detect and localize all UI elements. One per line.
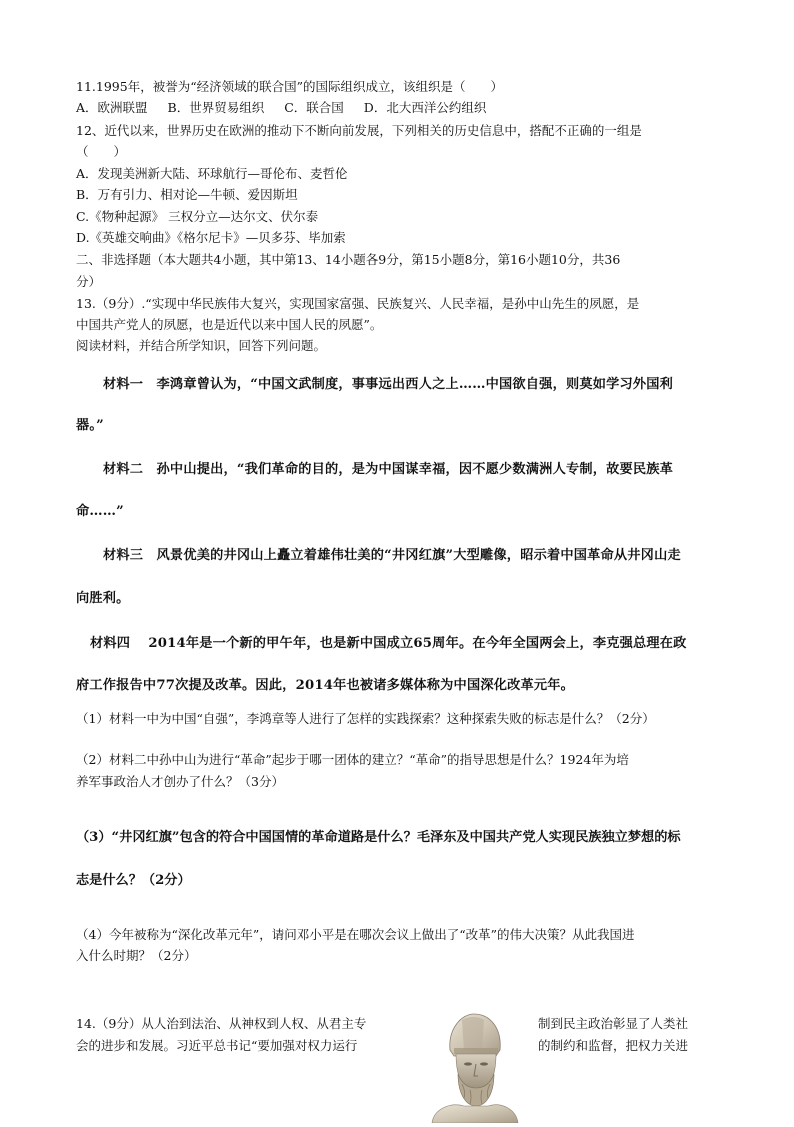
- q13-intro-line2: 中国共产党人的夙愿，也是近代以来中国人民的夙愿”。: [76, 317, 383, 332]
- q12-option-a: A．发现美洲新大陆、环球航行—哥伦布、麦哲伦: [76, 166, 348, 181]
- material-3-line2: 向胜利。: [76, 591, 130, 606]
- q12-option-c: C.《物种起源》 三权分立—达尔文、伏尔泰: [76, 209, 319, 224]
- section2-heading-line2: 分）: [76, 274, 102, 289]
- material-2-line2: 命……”: [76, 504, 124, 519]
- q11-options: [76, 100, 506, 116]
- material-1-line1: 材料一 李鸿章曾认为，“中国文武制度，事事远出西人之上……中国欲自强，则莫如学习外国利: [103, 377, 674, 392]
- q13-instruction: 阅读材料，并结合所学知识，回答下列问题。: [76, 338, 327, 353]
- q11-stem: 11.1995年，被誉为“经济领域的联合国”的国际组织成立，该组织是（ ）: [76, 79, 503, 94]
- q13-sub1: （1）材料一中为中国“自强”，李鸿章等人进行了怎样的实践探索？这种探索失败的标志是什么？（2分）: [76, 711, 655, 726]
- q14-line2-left: 会的进步和发展。习近平总书记“要加强对权力运行: [76, 1038, 358, 1053]
- q11-option-c: C．联合国: [284, 100, 344, 115]
- q13-sub4-line1: （4）今年被称为“深化改革元年”，请问邓小平是在哪次会议上做出了“改革”的伟大决策？从此我国进: [76, 927, 635, 942]
- material-3-line1: 材料三 风景优美的井冈山上矗立着雄伟壮美的“井冈红旗”大型雕像，昭示着中国革命从井冈山走: [103, 548, 681, 563]
- pericles-bust-image: [412, 1010, 530, 1123]
- material-2-line1: 材料二 孙中山提出，“我们革命的目的，是为中国谋幸福，因不愿少数满洲人专制，故要民族革: [103, 462, 674, 477]
- q13-sub3-line2: 志是什么？（2分）: [76, 873, 191, 888]
- material-1-line2: 器。”: [76, 418, 104, 433]
- q14-line1-left: 14.（9分）从人治到法治、从神权到人权、从君主专: [76, 1016, 367, 1031]
- q12-option-d: D.《英雄交响曲》《格尔尼卡》—贝多芬、毕加索: [76, 230, 346, 245]
- q12-option-b: B．万有引力、相对论—牛顿、爱因斯坦: [76, 187, 298, 202]
- material-4-line1: 材料四 2014年是一个新的甲午年，也是新中国成立65周年。在今年全国两会上，李克强总理在政: [90, 636, 687, 651]
- q11-option-a: A．欧洲联盟: [76, 100, 148, 115]
- q12-stem-line1: 12、近代以来，世界历史在欧洲的推动下不断向前发展，下列相关的历史信息中，搭配不正确的一组是: [76, 123, 642, 138]
- q13-sub3-line1: （3）“井冈红旗”包含的符合中国国情的革命道路是什么？毛泽东及中国共产党人实现民族独立梦想的标: [76, 830, 681, 845]
- q11-option-d: D．北大西洋公约组织: [363, 100, 487, 115]
- q12-stem-line2: （ ）: [76, 144, 127, 159]
- q13-sub2-line2: 养军事政治人才创办了什么？（3分）: [76, 774, 284, 789]
- q13-intro-line1: 13.（9分）.“实现中华民族伟大复兴，实现国家富强、民族复兴、人民幸福，是孙中山先生的夙愿，是: [76, 296, 640, 311]
- q11-option-b: B．世界贸易组织: [167, 100, 265, 115]
- material-4-line2: 府工作报告中77次提及改革。因此，2014年也被诸多媒体称为中国深化改革元年。: [76, 678, 575, 693]
- section2-heading-line1: 二、非选择题（本大题共4小题，其中第13、14小题各9分，第15小题8分，第16小题10分，共36: [76, 252, 621, 267]
- q13-sub4-line2: 入什么时期？（2分）: [76, 948, 197, 963]
- pericles-bust-icon: [412, 1010, 530, 1123]
- q14-line1-right: 制到民主政治彰显了人类社: [538, 1016, 689, 1031]
- q14-line2-right: 的制约和监督，把权力关进: [538, 1038, 689, 1053]
- q13-sub2-line1: （2）材料二中孙中山为进行“革命”起步于哪一团体的建立？“革命”的指导思想是什么？1924年为培: [76, 752, 629, 767]
